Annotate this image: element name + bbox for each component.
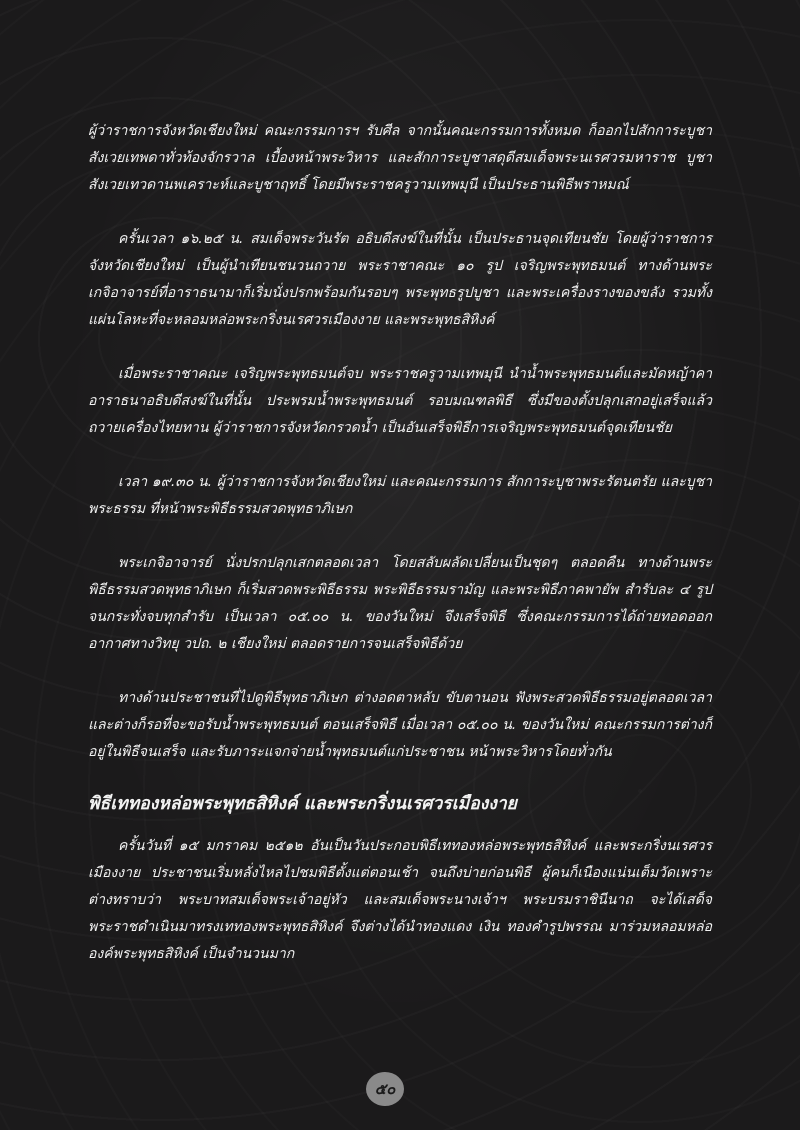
body-text: [88, 118, 712, 995]
paragraph: ครั้นเวลา ๑๖.๒๕ น. สมเด็จพระวันรัต อธิบดีสงฆ์ในที่นั้น เป็นประธานจุดเทียนชัย โดยผู้ว่าราชการจังหวัดเชียงใหม่ เป็นผู้นำเทียนชนวนถวาย พระราชาคณะ ๑๐ รูป เจริญพระพุทธมนต์ ทางด้านพระเกจิอาจารย์ที่อาราธนามาก็เริ่มนั่งปรกพร้อมกันรอบๆ พระพุทธรูปบูชา และพระเครื่องรางของขลัง รวมทั้งแผ่นโลหะที่จะหลอมหล่อพระกริ่งนเรศวรเมืองงาย และพระพุทธสิหิงค์: [88, 231, 712, 328]
page-number: ๕๐: [366, 1072, 404, 1106]
paragraph: ผู้ว่าราชการจังหวัดเชียงใหม่ คณะกรรมการฯ รับศีล จากนั้นคณะกรรมการทั้งหมด ก็ออกไปสักการะบูชาสังเวยเทพดาทั่วท้องจักรวาล เบื้องหน้าพระวิหาร และสักการะบูชาสดุดีสมเด็จพระนเรศวรมหาราช บูชาสังเวยเทวดานพเคราะห์และบูชาฤทธิ์ โดยมีพระราชครูวามเทพมุนี เป็นประธานพิธีพราหมณ์: [88, 123, 712, 193]
paragraph: ครั้นวันที่ ๑๕ มกราคม ๒๕๑๒ อันเป็นวันประกอบพิธีเททองหล่อพระพุทธสิหิงค์ และพระกริ่งนเรศวรเมืองงาย ประชาชนเริ่มหลั่งไหลไปชมพิธีตั้งแต่ตอนเช้า จนถึงบ่ายก่อนพิธี ผู้คนก็เนืองแน่นเต็มวัดเพราะต่างทราบว่า พระบาทสมเด็จพระเจ้าอยู่หัว และสมเด็จพระนางเจ้าฯ พระบรมราชินีนาถ จะได้เสด็จพระราชดำเนินมาทรงเททองพระพุทธสิหิงค์ จึงต่างได้นำทองแดง เงิน ทองคำรูปพรรณ มาร่วมหลอมหล่อองค์พระพุทธสิหิงค์ เป็นจำนวนมาก: [88, 838, 712, 962]
paragraph: เมื่อพระราชาคณะ เจริญพระพุทธมนต์จบ พระราชครูวามเทพมุนี นำน้ำพระพุทธมนต์และมัดหญ้าคา อาราธนาอธิบดีสงฆ์ในที่นั้น ประพรมน้ำพระพุทธมนต์ รอบมณฑลพิธี ซึ่งมีของตั้งปลุกเสกอยู่เสร็จแล้วถวายเครื่องไทยทาน ผู้ว่าราชการจังหวัดกรวดน้ำ เป็นอันเสร็จพิธีการเจริญพระพุทธมนต์จุดเทียนชัย: [88, 366, 712, 436]
paragraph: ทางด้านประชาชนที่ไปดูพิธีพุทธาภิเษก ต่างอดตาหลับ ขับตานอน ฟังพระสวดพิธีธรรมอยู่ตลอดเวลา และต่างก็รอที่จะขอรับน้ำพระพุทธมนต์ ตอนเสร็จพิธี เมื่อเวลา ๐๕.๐๐ น. ของวันใหม่ คณะกรรมการต่างก็อยู่ในพิธีจนเสร็จ และรับภาระแจกจ่ายน้ำพุทธมนต์แก่ประชาชน หน้าพระวิหารโดยทั่วกัน: [88, 690, 712, 760]
paragraph: พระเกจิอาจารย์ นั่งปรกปลุกเสกตลอดเวลา โดยสลับผลัดเปลี่ยนเป็นชุดๆ ตลอดคืน ทางด้านพระพิธีธรรมสวดพุทธาภิเษก ก็เริ่มสวดพระพิธีธรรม พระพิธีธรรมรามัญ และพระพิธีภาคพายัพ สำรับละ ๔ รูป จนกระทั่งจบทุกสำรับ เป็นเวลา ๐๕.๐๐ น. ของวันใหม่ จึงเสร็จพิธี ซึ่งคณะกรรมการได้ถ่ายทอดออกอากาศทางวิทยุ วปถ. ๒ เชียงใหม่ ตลอดรายการจนเสร็จพิธีด้วย: [88, 555, 712, 652]
section-heading: พิธีเททองหล่อพระพุทธสิหิงค์ และพระกริ่งนเรศวรเมืองงาย: [88, 794, 517, 814]
paragraph: เวลา ๑๙.๓๐ น. ผู้ว่าราชการจังหวัดเชียงใหม่ และคณะกรรมการ สักการะบูชาพระรัตนตรัย และบูชาพระธรรม ที่หน้าพระพิธีธรรมสวดพุทธาภิเษก: [88, 474, 712, 517]
